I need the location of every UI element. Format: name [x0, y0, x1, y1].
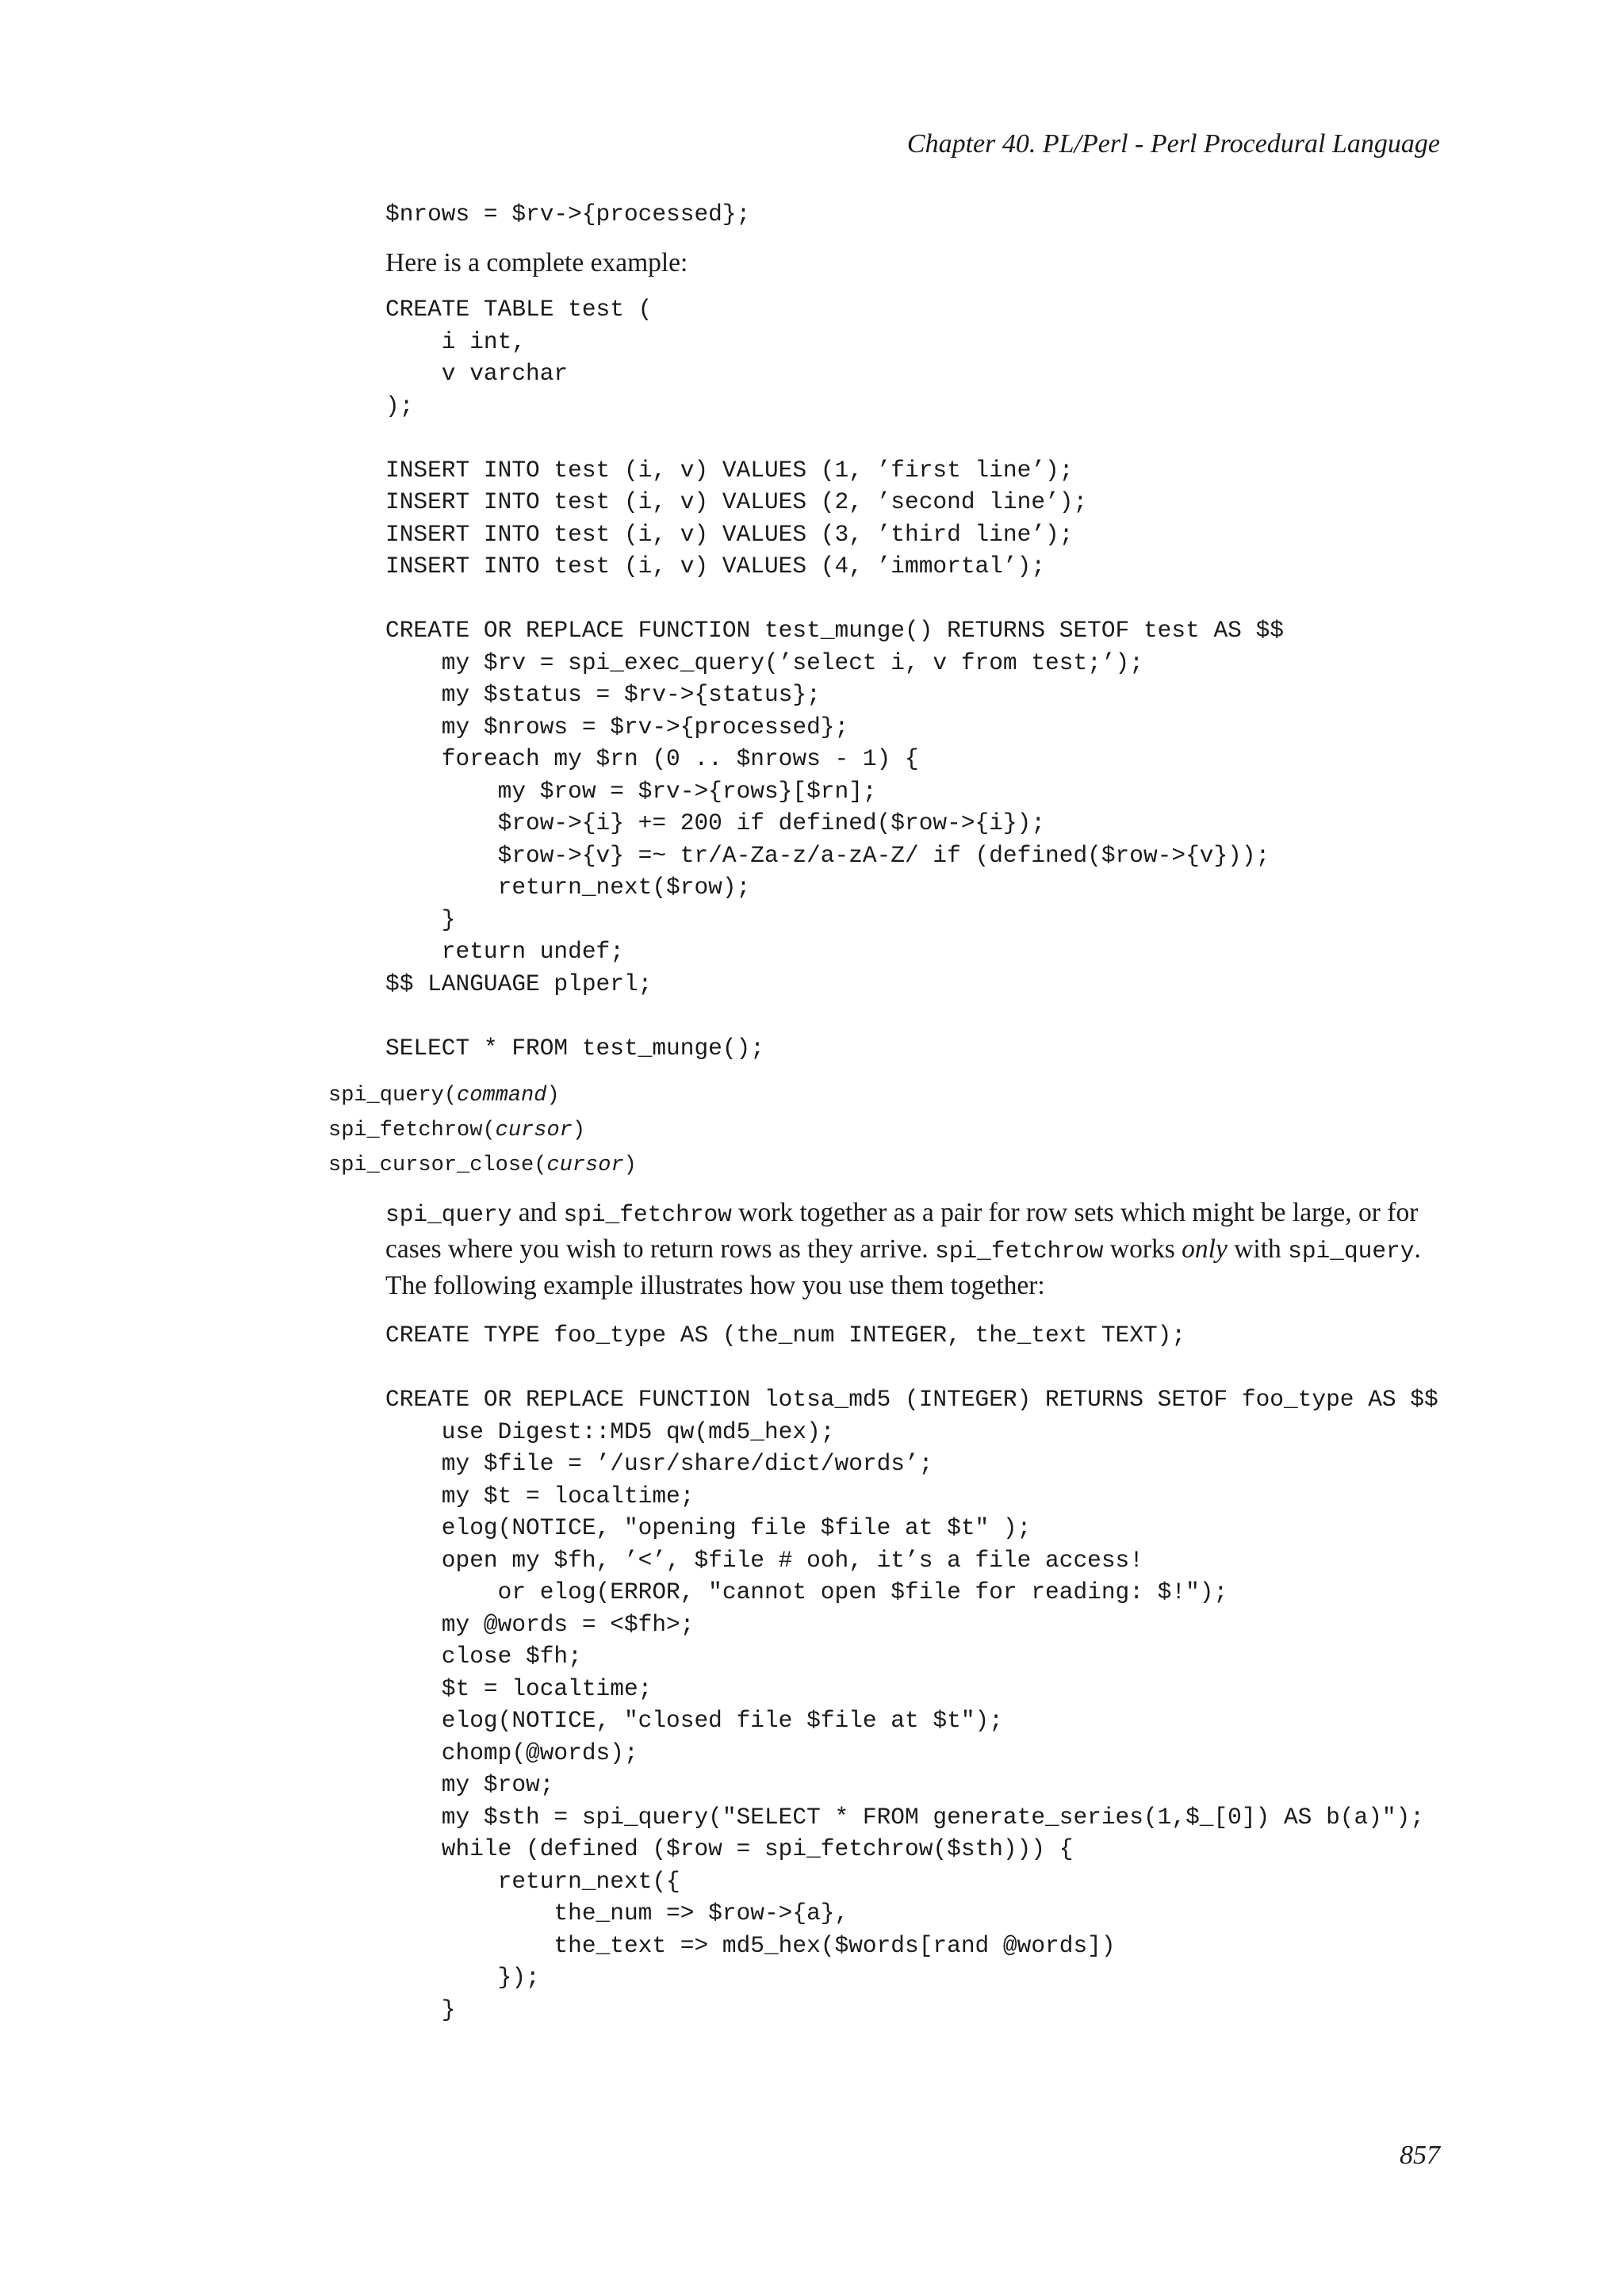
code-line: my @words = <$fh>;	[385, 1610, 695, 1638]
code-line: my $sth = spi_query("SELECT * FROM generate_series(1,$_[0]) AS b(a)");	[385, 1803, 1425, 1831]
code-example-lotsa-md5	[385, 1319, 1438, 2026]
code-line: my $file = ’/usr/share/dict/words’;	[385, 1450, 933, 1477]
code-line: the_text => md5_hex($words[rand @words])	[385, 1931, 1116, 1959]
code-line: my $t = localtime;	[385, 1482, 695, 1510]
code-line	[385, 422, 1284, 454]
intro-paragraph: Here is a complete example:	[385, 248, 688, 277]
code-line: or elog(ERROR, "cannot open $file for reading: $!");	[385, 1578, 1228, 1605]
code-line: });	[385, 1964, 540, 1991]
running-header: Chapter 40. PL/Perl - Perl Procedural Language	[906, 129, 1440, 159]
code-line: CREATE OR REPLACE FUNCTION test_munge() RETURNS SETOF test AS $$	[385, 617, 1284, 644]
code-line: return_next($row);	[385, 874, 751, 901]
code-example-create-test	[385, 293, 1284, 1064]
emphasis: only	[1182, 1234, 1228, 1264]
term-spi-query: spi_query(command)	[328, 1084, 560, 1108]
code-line: CREATE TABLE test (	[385, 296, 653, 323]
term-spi-fetchrow: spi_fetchrow(cursor)	[328, 1119, 586, 1142]
term-func: spi_query	[328, 1084, 444, 1108]
description-paragraph: spi_query and spi_fetchrow work together as a pair for row sets which might be large, or for cases where you wish to return rows as they arrive. spi_fetchrow works only with spi_query. The following example illustrates how you use them together:	[385, 1198, 1421, 1300]
code-line	[385, 583, 1284, 615]
code-line: while (defined ($row = spi_fetchrow($sth))) {	[385, 1835, 1074, 1862]
term-func: spi_fetchrow	[328, 1119, 483, 1142]
term-func: spi_cursor_close	[328, 1154, 534, 1177]
code-line: return undef;	[385, 938, 624, 965]
term-arg: cursor	[495, 1119, 573, 1142]
code-line: CREATE OR REPLACE FUNCTION lotsa_md5 (INTEGER) RETURNS SETOF foo_type AS $$	[385, 1386, 1438, 1413]
code-line: INSERT INTO test (i, v) VALUES (3, ’third line’);	[385, 520, 1074, 548]
code-line: SELECT * FROM test_munge();	[385, 1034, 764, 1062]
code-line: chomp(@words);	[385, 1739, 638, 1766]
term-arg: command	[457, 1084, 547, 1108]
code-line: elog(NOTICE, "opening file $file at $t" );	[385, 1514, 1032, 1541]
code-line: open my $fh, ’<’, $file # ooh, it’s a file access!	[385, 1546, 1143, 1574]
code-line: foreach my $rn (0 .. $nrows - 1) {	[385, 745, 919, 772]
code-line: my $row = $rv->{rows}[$rn];	[385, 777, 877, 805]
code-line: i int,	[385, 327, 527, 355]
code-line: INSERT INTO test (i, v) VALUES (2, ’second line’);	[385, 488, 1088, 515]
code-line: my $row;	[385, 1771, 554, 1798]
code-line: elog(NOTICE, "closed file $file at $t");	[385, 1707, 1003, 1734]
inline-code: spi_query	[1288, 1238, 1415, 1265]
code-line: the_num => $row->{a},	[385, 1900, 849, 1927]
inline-code: spi_fetchrow	[935, 1238, 1104, 1265]
term-spi-cursor-close: spi_cursor_close(cursor)	[328, 1154, 637, 1177]
term-arg: cursor	[546, 1154, 624, 1177]
code-line: v varchar	[385, 360, 569, 387]
code-nrows: $nrows = $rv->{processed};	[385, 201, 751, 228]
code-line: INSERT INTO test (i, v) VALUES (4, ’immortal’);	[385, 553, 1046, 580]
page-number: 857	[1400, 2141, 1440, 2170]
code-line	[385, 1000, 1284, 1032]
code-line: my $rv = spi_exec_query(’select i, v from test;’);	[385, 649, 1143, 676]
code-line: $row->{v} =~ tr/A-Za-z/a-zA-Z/ if (defined($row->{v}));	[385, 841, 1270, 869]
code-line: }	[385, 1996, 456, 2023]
code-line: my $nrows = $rv->{processed};	[385, 713, 849, 740]
code-line: $t = localtime;	[385, 1674, 653, 1702]
code-line: INSERT INTO test (i, v) VALUES (1, ’first line’);	[385, 456, 1074, 484]
code-line: return_next({	[385, 1867, 680, 1895]
code-line: }	[385, 905, 456, 933]
code-line: my $status = $rv->{status};	[385, 681, 821, 708]
inline-code: spi_query	[385, 1201, 512, 1228]
code-line: close $fh;	[385, 1643, 582, 1670]
code-line: );	[385, 392, 414, 419]
code-line: use Digest::MD5 qw(md5_hex);	[385, 1418, 835, 1445]
code-line: $row->{i} += 200 if defined($row->{i});	[385, 809, 1046, 836]
code-line: CREATE TYPE foo_type AS (the_num INTEGER, the_text TEXT);	[385, 1322, 1186, 1349]
inline-code: spi_fetchrow	[563, 1201, 732, 1228]
code-line	[385, 1352, 1438, 1384]
code-line: $$ LANGUAGE plperl;	[385, 970, 653, 997]
